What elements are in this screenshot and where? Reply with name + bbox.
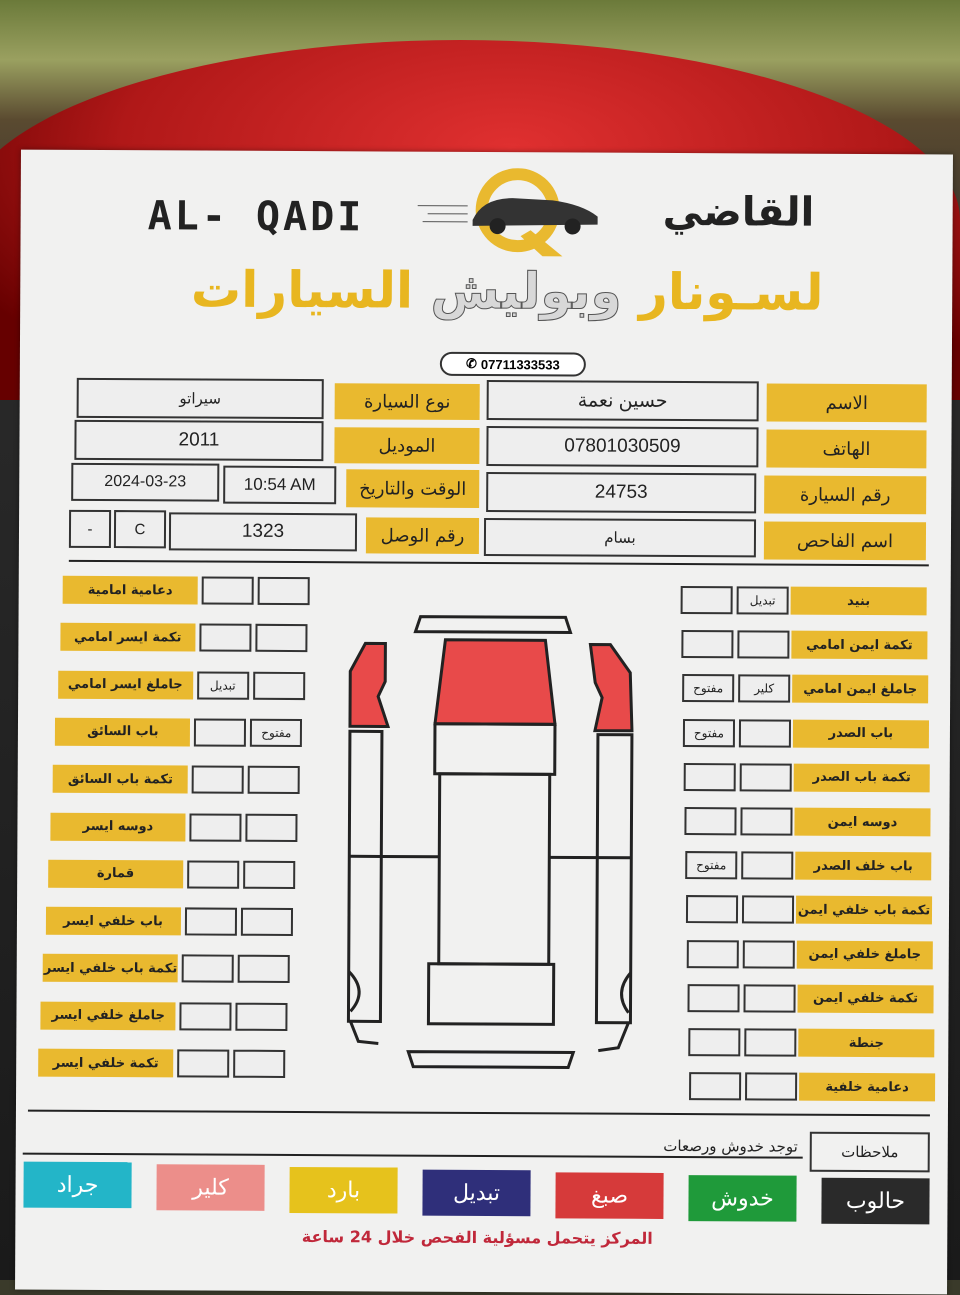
car-type-label: نوع السيارة — [335, 383, 480, 420]
car-logo-icon — [412, 168, 612, 259]
legend-swatch: كلير — [156, 1164, 264, 1211]
phone-field: 07801030509 — [486, 426, 758, 467]
shop-title — [82, 260, 932, 322]
inspector-field: بسام — [484, 518, 756, 557]
part-status-b — [233, 1050, 285, 1078]
part-status-a — [202, 577, 254, 605]
part-status-b: مفتوح — [250, 719, 302, 747]
datetime-label: الوقت والتاريخ — [346, 469, 479, 508]
part-status-b — [255, 624, 307, 652]
car-diagram — [338, 611, 645, 1073]
time-field: 10:54 AM — [223, 466, 336, 505]
part-label: باب خلف الصدر — [795, 852, 931, 881]
part-status-a — [194, 718, 246, 746]
part-status-a: تبديل — [737, 586, 789, 614]
divider — [28, 1110, 930, 1117]
part-label: تكمة ايمن امامي — [791, 631, 927, 660]
title-word-1: لسـونار — [639, 263, 824, 322]
legend-swatch: حالوب — [821, 1178, 929, 1225]
title-word-3: السيارات — [191, 260, 413, 319]
receipt-field: 1323 — [169, 512, 357, 551]
part-status-b — [689, 1072, 741, 1100]
part-status-b — [243, 861, 295, 889]
extra-field: - — [69, 510, 111, 548]
brand-english: AL- QADI — [148, 193, 365, 240]
legend-swatch: جراد — [23, 1162, 131, 1209]
part-status-b — [245, 813, 297, 841]
part-status-b — [684, 763, 736, 791]
part-status-a — [177, 1049, 229, 1077]
part-label: تكمة خلفي ايمن — [797, 984, 933, 1013]
part-status-a — [745, 1073, 797, 1101]
part-status-b — [686, 895, 738, 923]
phone-icon: ✆ — [466, 356, 477, 372]
inspector-label: اسم الفاحص — [764, 521, 926, 560]
part-status-b — [253, 671, 305, 699]
part-label: تكمة باب خلفي ايسر — [43, 954, 178, 983]
part-label: دعامية امامية — [63, 576, 198, 605]
part-label: جاملغ ايسر امامي — [58, 670, 193, 699]
part-status-b — [248, 766, 300, 794]
divider — [69, 560, 929, 567]
part-label: بنيد — [791, 587, 927, 616]
part-status-a: تبديل — [197, 671, 249, 699]
part-status-b — [240, 908, 292, 936]
part-status-b — [687, 984, 739, 1012]
part-status-a — [743, 984, 795, 1012]
part-status-b — [238, 955, 290, 983]
part-status-a — [182, 955, 234, 983]
notes-label: ملاحظات — [810, 1132, 930, 1173]
part-label: قمارة — [48, 860, 183, 889]
part-status-b — [684, 807, 736, 835]
part-label: دوسه ايمن — [794, 808, 930, 837]
receipt-label: رقم الوصل — [366, 517, 479, 554]
part-status-a — [192, 766, 244, 794]
part-label: باب السائق — [55, 718, 190, 747]
part-label: تكمة خلفي ايسر — [38, 1049, 173, 1078]
brand-arabic: القاضي — [663, 189, 815, 236]
notes-value: توجد خدوش ورصعات — [558, 1136, 798, 1155]
part-status-a — [739, 719, 791, 747]
name-label: الاسم — [767, 383, 927, 422]
name-field: حسين نعمة — [487, 380, 759, 421]
grade-field: C — [114, 510, 166, 548]
title-word-2: وبوليش — [430, 262, 621, 321]
part-label: تكمة باب الصدر — [794, 763, 930, 792]
part-status-a — [199, 624, 251, 652]
part-label: تكمة ايسر امامي — [60, 623, 195, 652]
shop-phone — [440, 352, 586, 377]
part-status-a — [743, 940, 795, 968]
plate-label: رقم السيارة — [764, 475, 926, 514]
part-label: تكمة باب السائق — [53, 765, 188, 794]
part-status-b — [236, 1002, 288, 1030]
part-status-b — [681, 586, 733, 614]
shop-phone-number: 07711333533 — [481, 356, 560, 371]
part-label: باب خلفي ايسر — [45, 907, 180, 936]
part-status-a — [742, 896, 794, 924]
part-status-b — [688, 1028, 740, 1056]
part-status-a — [187, 860, 239, 888]
car-type-field: سيراتو — [77, 378, 324, 419]
model-field: 2011 — [74, 420, 323, 461]
legend-swatch: تبديل — [422, 1170, 530, 1217]
inspection-sheet — [15, 150, 953, 1295]
part-label: تكمة باب خلفي ايمن — [796, 896, 932, 925]
plate-field: 24753 — [486, 472, 756, 513]
part-status-b — [687, 940, 739, 968]
part-label: دوسه ايسر — [50, 812, 185, 841]
part-status-a: كلير — [738, 675, 790, 703]
part-status-a — [740, 763, 792, 791]
part-status-a — [189, 813, 241, 841]
legend-swatch: خدوش — [688, 1175, 796, 1222]
part-label: جاملغ خلفي ايمن — [797, 940, 933, 969]
part-label: جاملغ خلفي ايسر — [41, 1001, 176, 1030]
date-field: 2024-03-23 — [71, 463, 219, 502]
part-status-a — [180, 1002, 232, 1030]
model-label: الموديل — [334, 427, 479, 464]
part-status-a — [184, 908, 236, 936]
part-status-b: مفتوح — [685, 851, 737, 879]
part-label: جنطة — [798, 1029, 934, 1058]
part-status-a — [740, 807, 792, 835]
phone-label: الهاتف — [766, 429, 926, 468]
part-status-a — [744, 1028, 796, 1056]
part-label: جاملغ ايمن امامي — [792, 675, 928, 704]
part-label: باب الصدر — [793, 719, 929, 748]
part-status-a — [737, 631, 789, 659]
part-status-b — [681, 630, 733, 658]
legend-swatch: صبغ — [555, 1172, 663, 1219]
legend-swatch: بارد — [289, 1167, 397, 1214]
part-label: دعامية خلفية — [799, 1073, 935, 1102]
part-status-b: مفتوح — [682, 674, 734, 702]
part-status-b: مفتوح — [683, 719, 735, 747]
part-status-b — [258, 577, 310, 605]
footer-disclaimer: المركز يتحمل مسؤلية الفحص خلال 24 ساعة — [297, 1227, 657, 1248]
part-status-a — [741, 852, 793, 880]
